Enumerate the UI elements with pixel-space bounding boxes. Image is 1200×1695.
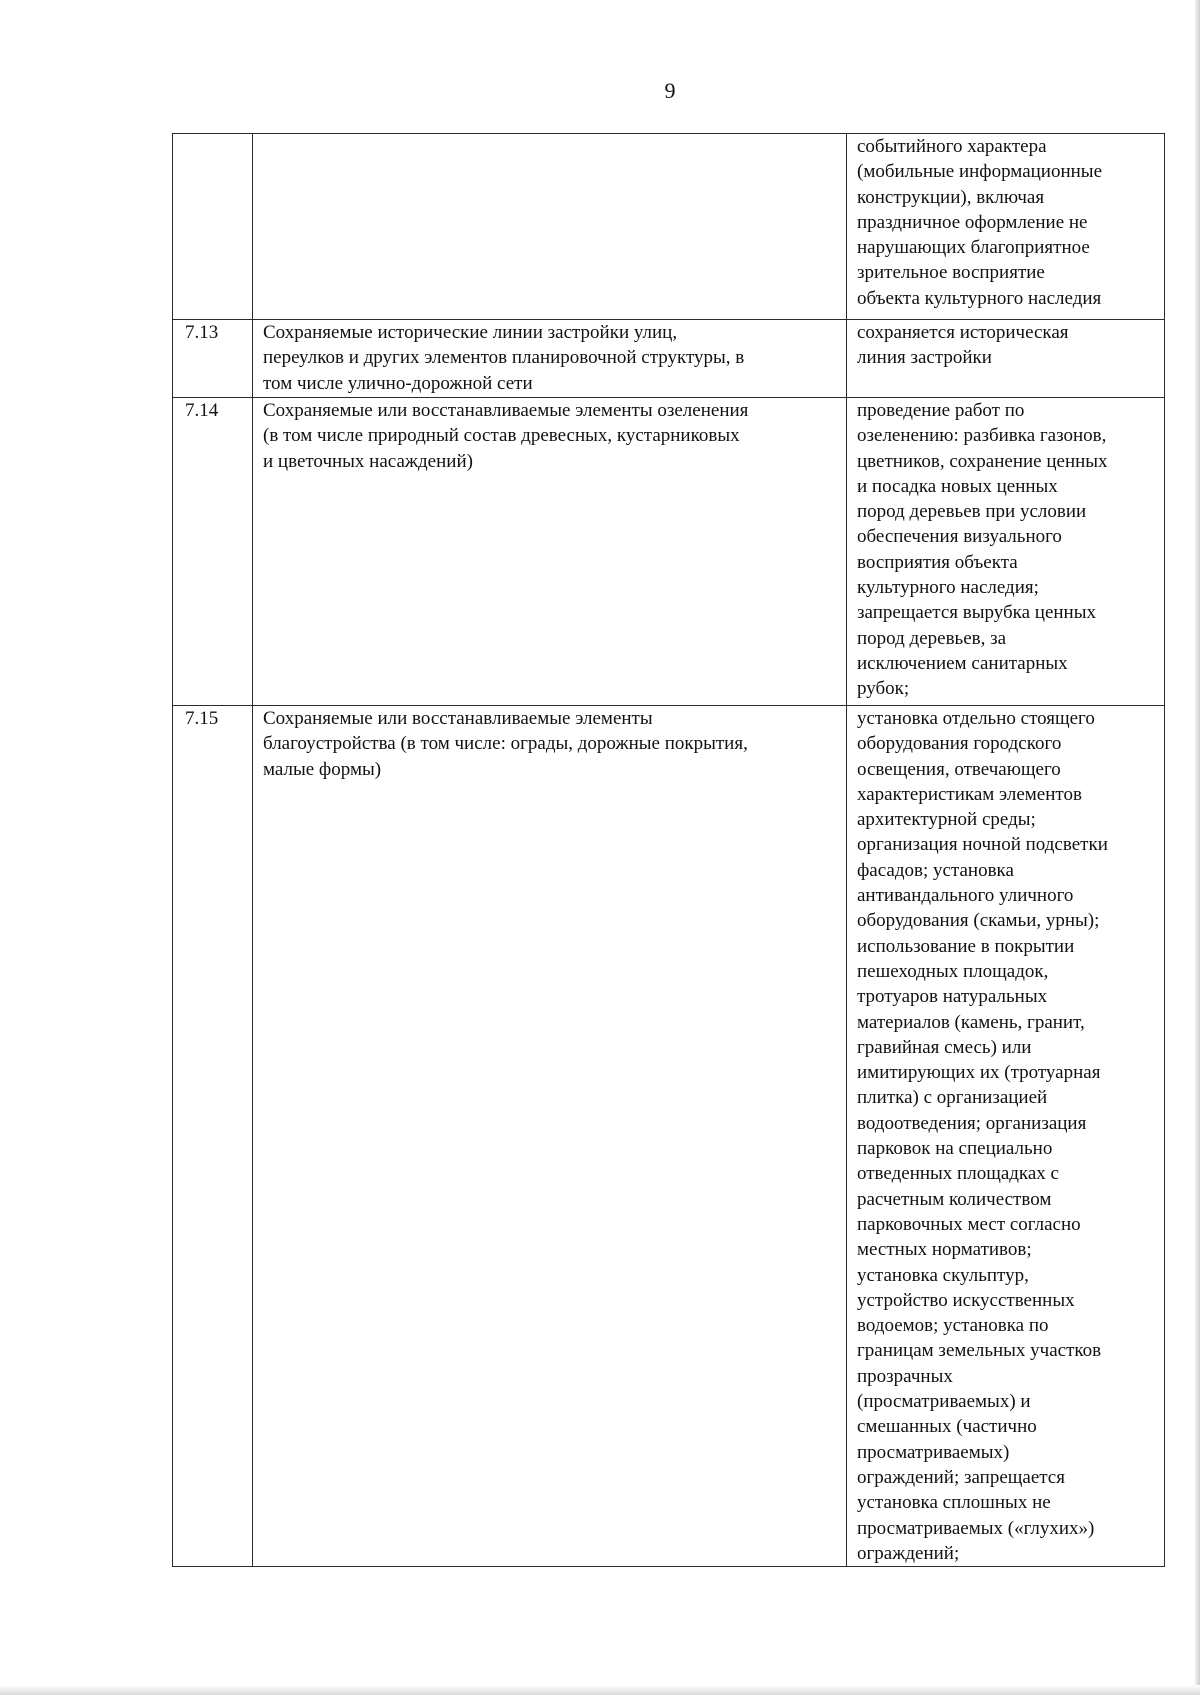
- requirement-line: сохраняется историческая: [857, 322, 1069, 343]
- requirement-line: (мобильные информационные: [857, 161, 1103, 183]
- item-name-line: благоустройства (в том числе: ограды, дорожные покрытия,: [263, 733, 748, 755]
- requirement-line: обеспечения визуального: [857, 526, 1062, 548]
- requirement-line: и посадка новых ценных: [857, 475, 1058, 497]
- requirement-line: гравийная смесь) или: [857, 1036, 1032, 1058]
- requirement-line: нарушающих благоприятное: [857, 237, 1090, 259]
- item-name-line: Сохраняемые или восстанавливаемые элементы: [263, 708, 653, 729]
- requirement-line: отведенных площадках с: [857, 1163, 1059, 1185]
- requirement-line: пород деревьев, за: [857, 627, 1007, 649]
- requirements-table-wrapper: [172, 133, 1164, 1567]
- requirement-line: просматриваемых («глухих»): [857, 1517, 1095, 1539]
- requirement-line: зрительное восприятие: [857, 262, 1045, 284]
- requirement-line: восприятия объекта: [857, 551, 1018, 573]
- requirements-cell: [847, 398, 1165, 706]
- item-name-cell: [253, 320, 847, 398]
- requirement-line: пешеходных площадок,: [857, 960, 1049, 982]
- requirement-line: парковок на специально: [857, 1138, 1053, 1160]
- item-name-line: и цветочных насаждений): [263, 450, 473, 472]
- requirement-line: использование в покрытии: [857, 935, 1075, 957]
- requirement-line: имитирующих их (тротуарная: [857, 1062, 1101, 1084]
- table-row: [173, 134, 1165, 320]
- requirements-cell: [847, 706, 1165, 1567]
- page-bottom-shadow: [0, 1685, 1200, 1695]
- requirement-line: установка скульптур,: [857, 1264, 1029, 1286]
- requirement-line: ограждений; запрещается: [857, 1466, 1065, 1488]
- requirement-line: расчетным количеством: [857, 1188, 1052, 1210]
- item-number-cell: 7.14: [173, 398, 253, 706]
- table-row: [173, 706, 1165, 1567]
- requirement-line: проведение работ по: [857, 400, 1025, 421]
- requirement-line: ограждений;: [857, 1542, 960, 1564]
- requirement-line: антивандального уличного: [857, 885, 1074, 907]
- requirement-line: праздничное оформление не: [857, 211, 1088, 233]
- requirement-line: культурного наследия;: [857, 577, 1039, 599]
- requirement-line: установка сплошных не: [857, 1492, 1051, 1514]
- item-name-line: Сохраняемые исторические линии застройки улиц,: [263, 322, 678, 343]
- item-number-cell: 7.15: [173, 706, 253, 1567]
- requirement-line: границам земельных участков: [857, 1340, 1102, 1362]
- item-name-line: (в том числе природный состав древесных, кустарниковых: [263, 425, 740, 447]
- item-name-cell: [253, 134, 847, 320]
- item-number-cell: 7.13: [173, 320, 253, 398]
- requirement-line: фасадов; установка: [857, 859, 1014, 881]
- requirement-line: событийного характера: [857, 136, 1047, 157]
- requirement-line: водоемов; установка по: [857, 1315, 1049, 1337]
- requirement-line: линия застройки: [857, 347, 992, 369]
- requirement-line: цветников, сохранение ценных: [857, 450, 1108, 472]
- requirement-line: объекта культурного наследия: [857, 287, 1102, 309]
- requirement-line: установка отдельно стоящего: [857, 708, 1095, 729]
- requirement-line: парковочных мест согласно: [857, 1213, 1081, 1235]
- requirements-cell: [847, 134, 1165, 320]
- requirement-line: оборудования (скамьи, урны);: [857, 910, 1100, 932]
- page-edge-shadow: [1195, 0, 1200, 1695]
- requirement-line: конструкции), включая: [857, 186, 1045, 208]
- requirement-line: организация ночной подсветки: [857, 834, 1108, 856]
- requirement-line: исключением санитарных: [857, 652, 1068, 674]
- requirement-line: водоотведения; организация: [857, 1112, 1087, 1134]
- requirement-line: освещения, отвечающего: [857, 758, 1061, 780]
- page-number: 9: [664, 78, 676, 103]
- table-body: [173, 134, 1165, 1567]
- table-row: [173, 398, 1165, 706]
- requirement-line: тротуаров натуральных: [857, 986, 1048, 1008]
- requirements-cell: [847, 320, 1165, 398]
- item-name-line: малые формы): [263, 758, 382, 780]
- requirement-line: прозрачных: [857, 1365, 953, 1387]
- table-row: [173, 320, 1165, 398]
- requirement-line: оборудования городского: [857, 733, 1062, 755]
- requirement-line: плитка) с организацией: [857, 1087, 1048, 1109]
- requirement-line: рубок;: [857, 678, 910, 700]
- requirement-line: (просматриваемых) и: [857, 1391, 1031, 1413]
- requirement-line: характеристикам элементов: [857, 783, 1082, 805]
- item-name-line: переулков и других элементов планировочной структуры, в: [263, 347, 745, 369]
- requirement-line: озеленению: разбивка газонов,: [857, 425, 1107, 447]
- item-name-cell: [253, 706, 847, 1567]
- requirement-line: местных нормативов;: [857, 1239, 1032, 1261]
- requirement-line: пород деревьев при условии: [857, 501, 1087, 523]
- item-name-line: том числе улично-дорожной сети: [263, 372, 533, 394]
- item-name-cell: [253, 398, 847, 706]
- item-name-line: Сохраняемые или восстанавливаемые элементы озеленения: [263, 400, 749, 421]
- requirement-line: архитектурной среды;: [857, 809, 1036, 831]
- item-number-cell: [173, 134, 253, 320]
- requirement-line: просматриваемых): [857, 1441, 1010, 1463]
- requirement-line: смешанных (частично: [857, 1416, 1037, 1438]
- requirement-line: материалов (камень, гранит,: [857, 1011, 1085, 1033]
- requirement-line: устройство искусственных: [857, 1289, 1075, 1311]
- requirement-line: запрещается вырубка ценных: [857, 602, 1096, 624]
- requirements-table: [172, 133, 1165, 1567]
